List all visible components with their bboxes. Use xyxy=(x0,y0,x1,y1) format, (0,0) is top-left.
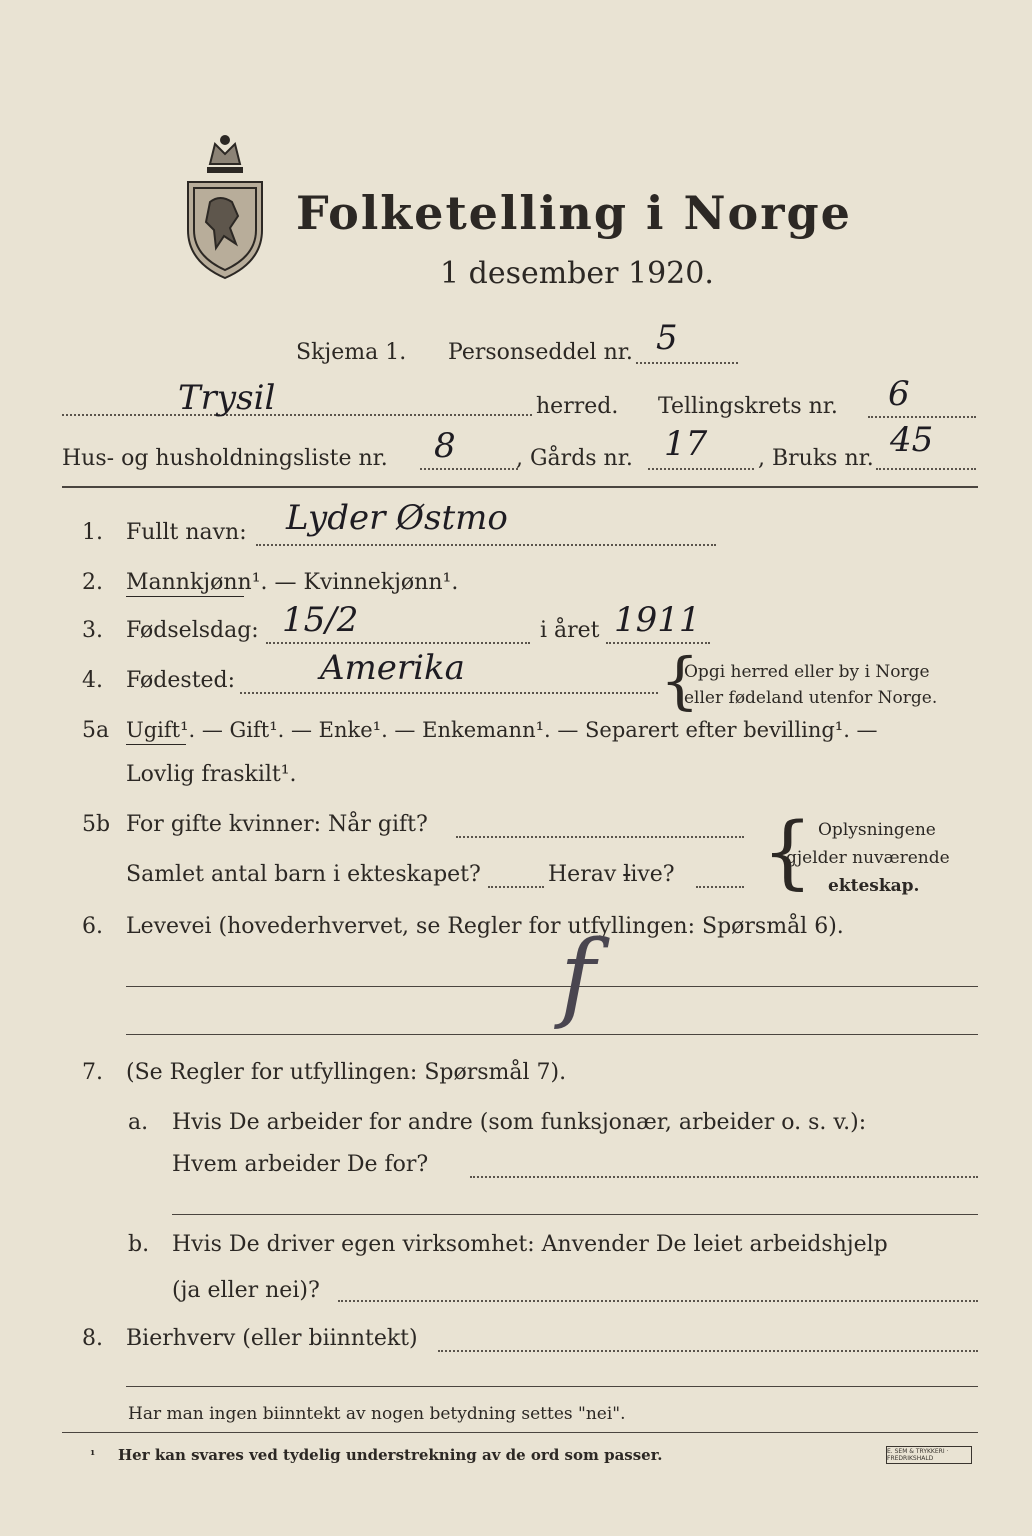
footer-note: Har man ingen biinntekt av nogen betydning settes "nei". xyxy=(128,1404,626,1424)
bruks-label: , Bruks nr. xyxy=(758,446,874,471)
q8-line xyxy=(438,1350,978,1352)
q7b-label-2: (ja eller nei)? xyxy=(172,1278,320,1303)
footnote-text: Her kan svares ved tydelig understrekning av de ord som passer. xyxy=(118,1446,663,1464)
tellingskrets-label: Tellingskrets nr. xyxy=(658,394,838,419)
q7b-number: b. xyxy=(128,1232,150,1257)
q5a-number: 5a xyxy=(82,718,110,743)
q4-number: 4. xyxy=(82,668,103,693)
q5b-note-3: ekteskap. xyxy=(828,876,920,896)
gards-label: , Gårds nr. xyxy=(516,446,633,471)
q3-line xyxy=(266,642,530,644)
tellingskrets-line xyxy=(868,416,976,418)
q5b-label-3: Herav live? xyxy=(548,862,675,887)
printer-stamp: E. SEM & TRYKKERI · FREDRIKSHALD xyxy=(886,1446,972,1464)
tellingskrets-value[interactable]: 6 xyxy=(888,374,910,414)
birth-year-value[interactable]: 1911 xyxy=(614,600,701,640)
q6-line-2 xyxy=(126,1034,978,1035)
q4-note-1: Opgi herred eller by i Norge xyxy=(684,662,930,682)
q4-label: Fødested: xyxy=(126,668,236,693)
q7a-label-2: Hvem arbeider De for? xyxy=(172,1152,429,1177)
q6-label: Levevei (hovederhvervet, se Regler for utfyllingen: Spørsmål 6). xyxy=(126,914,844,939)
q5b-living-line xyxy=(696,886,744,888)
herred-line xyxy=(62,414,532,416)
q5a-label: Ugift¹. — Gift¹. — Enke¹. — Enkemann¹. — Separert efter bevilling¹. — xyxy=(126,718,878,742)
coat-of-arms-icon xyxy=(180,132,270,282)
q2-label: Mannkjønn¹. — Kvinnekjønn¹. xyxy=(126,570,459,595)
birthplace-value[interactable]: Amerika xyxy=(320,648,465,688)
q1-label: Fullt navn: xyxy=(126,520,247,545)
gender-underline xyxy=(126,596,244,597)
q5b-note-2: gjelder nuværende xyxy=(786,848,950,868)
q5b-children-line xyxy=(488,886,544,888)
footnote-mark: ¹ xyxy=(90,1448,96,1462)
schema-label: Skjema 1. xyxy=(296,340,407,365)
husliste-line xyxy=(420,468,518,470)
q3-year-label: i året xyxy=(540,618,600,643)
bruks-value[interactable]: 45 xyxy=(890,420,934,460)
birthday-value[interactable]: 15/2 xyxy=(282,600,359,640)
q1-line xyxy=(256,544,716,546)
herred-value[interactable]: Trysil xyxy=(178,378,276,418)
husliste-label: Hus- og husholdningsliste nr. xyxy=(62,446,388,471)
q7b-line xyxy=(338,1300,978,1302)
husliste-value[interactable]: 8 xyxy=(434,426,456,466)
herred-label: herred. xyxy=(536,394,619,419)
q5b-number: 5b xyxy=(82,812,111,837)
q7a-label: Hvis De arbeider for andre (som funksjonær, arbeider o. s. v.): xyxy=(172,1110,867,1135)
footer-divider xyxy=(62,1432,978,1433)
q4-note-2: eller fødeland utenfor Norge. xyxy=(684,688,938,708)
q8-number: 8. xyxy=(82,1326,103,1351)
q4-brace: { xyxy=(660,644,700,717)
q5b-note-1: Oplysningene xyxy=(818,820,936,840)
personseddel-line xyxy=(636,362,738,364)
q7a-line xyxy=(470,1176,978,1178)
full-name-value[interactable]: Lyder Østmo xyxy=(286,498,508,538)
q5a-label-2: Lovlig fraskilt¹. xyxy=(126,762,297,787)
q8-line-2 xyxy=(126,1386,978,1387)
form-title: Folketelling i Norge xyxy=(296,186,852,240)
gards-line xyxy=(648,468,754,470)
personseddel-value[interactable]: 5 xyxy=(656,318,678,358)
q6-line-1 xyxy=(126,986,978,987)
q1-number: 1. xyxy=(82,520,103,545)
q5b-label-2 xyxy=(126,862,481,887)
marital-underline xyxy=(126,744,186,745)
q5b-label: For gifte kvinner: Når gift? xyxy=(126,812,428,837)
q3-label: Fødselsdag: xyxy=(126,618,259,643)
q6-number: 6. xyxy=(82,914,103,939)
q7a-number: a. xyxy=(128,1110,149,1135)
q5b-brace: { xyxy=(762,805,813,898)
q4-line xyxy=(240,692,658,694)
occupation-value[interactable]: f xyxy=(560,920,596,1032)
q8-label: Bierhverv (eller biinntekt) xyxy=(126,1326,418,1351)
census-date: 1 desember 1920. xyxy=(440,256,714,291)
bruks-line xyxy=(876,468,976,470)
personseddel-label: Personseddel nr. xyxy=(448,340,633,365)
q7-number: 7. xyxy=(82,1060,103,1085)
q7a-line-2 xyxy=(172,1214,978,1215)
gards-value[interactable]: 17 xyxy=(664,424,708,464)
q7-label: (Se Regler for utfyllingen: Spørsmål 7). xyxy=(126,1060,567,1085)
q2-number: 2. xyxy=(82,570,103,595)
header-divider xyxy=(62,486,978,488)
q5b-children-label: Samlet antal barn i ekteskapet? xyxy=(126,862,481,887)
q5b-line xyxy=(456,836,744,838)
q7b-label: Hvis De driver egen virksomhet: Anvender De leiet arbeidshjelp xyxy=(172,1232,888,1257)
q3-number: 3. xyxy=(82,618,103,643)
